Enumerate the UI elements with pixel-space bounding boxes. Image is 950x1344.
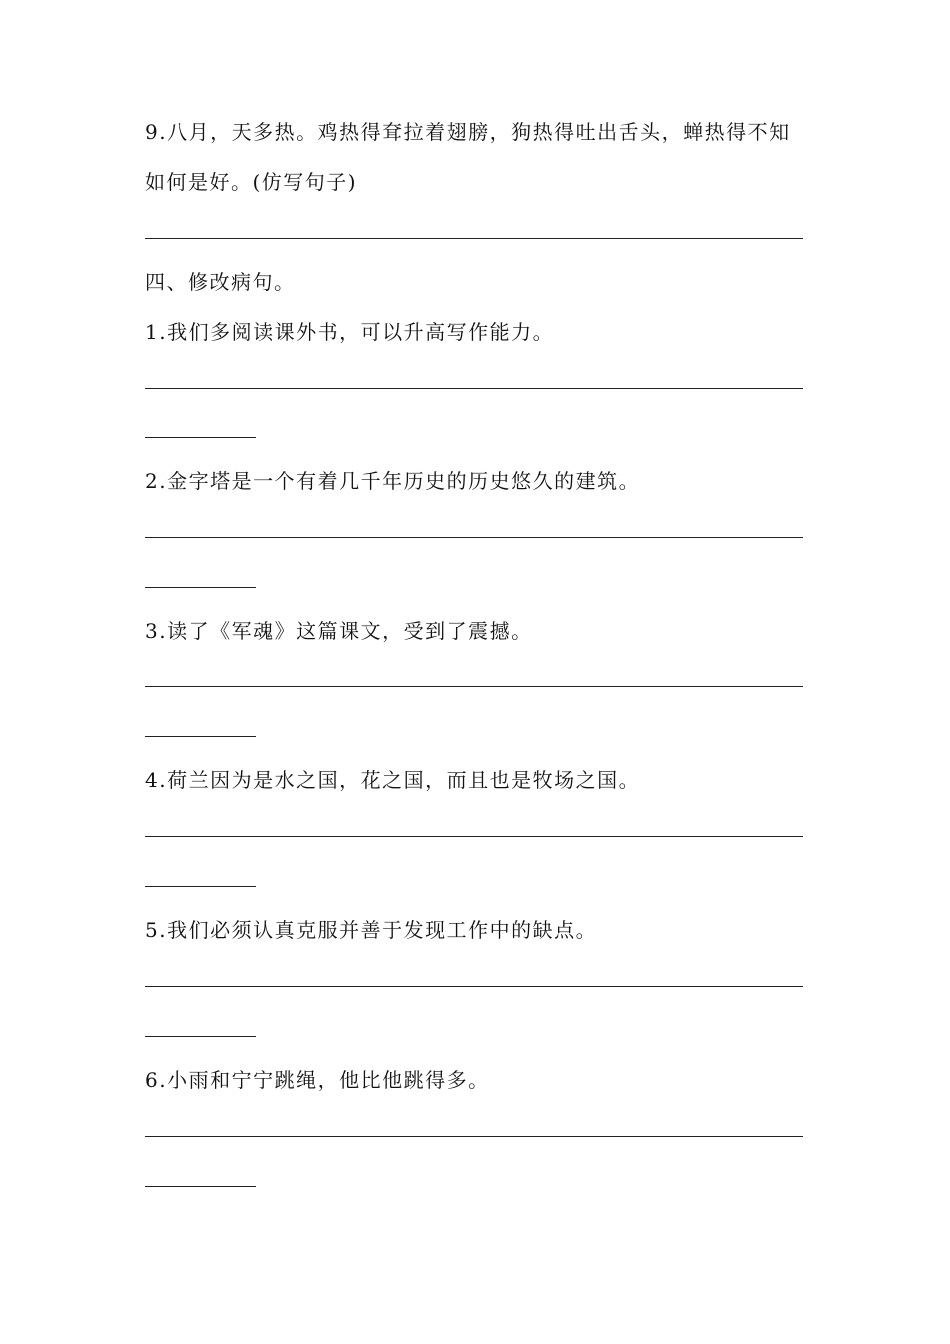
question-9-line-2: 如何是好。(仿写句子)	[145, 170, 358, 194]
answer-line-item-6-continued[interactable]	[145, 1186, 256, 1187]
answer-line-item-3[interactable]	[145, 686, 803, 687]
correction-item-1: 1.我们多阅读课外书，可以升高写作能力。	[145, 320, 555, 344]
correction-item-5: 5.我们必须认真克服并善于发现工作中的缺点。	[145, 918, 598, 942]
section-4-heading: 四、修改病句。	[145, 270, 296, 294]
answer-line-item-4-continued[interactable]	[145, 886, 256, 887]
correction-item-6: 6.小雨和宁宁跳绳，他比他跳得多。	[145, 1068, 490, 1092]
question-9-line-1: 9.八月，天多热。鸡热得耷拉着翅膀，狗热得吐出舌头，蝉热得不知	[145, 120, 791, 144]
answer-line-item-1-continued[interactable]	[145, 437, 256, 438]
answer-line-item-5-continued[interactable]	[145, 1036, 256, 1037]
correction-item-4: 4.荷兰因为是水之国，花之国，而且也是牧场之国。	[145, 768, 641, 792]
answer-line-q9[interactable]	[145, 238, 803, 239]
correction-item-2: 2.金字塔是一个有着几千年历史的历史悠久的建筑。	[145, 469, 641, 493]
correction-item-3: 3.读了《军魂》这篇课文，受到了震撼。	[145, 619, 533, 643]
answer-line-item-1[interactable]	[145, 388, 803, 389]
answer-line-item-3-continued[interactable]	[145, 736, 256, 737]
answer-line-item-2[interactable]	[145, 537, 803, 538]
answer-line-item-5[interactable]	[145, 986, 803, 987]
answer-line-item-2-continued[interactable]	[145, 587, 256, 588]
answer-line-item-4[interactable]	[145, 836, 803, 837]
answer-line-item-6[interactable]	[145, 1136, 803, 1137]
